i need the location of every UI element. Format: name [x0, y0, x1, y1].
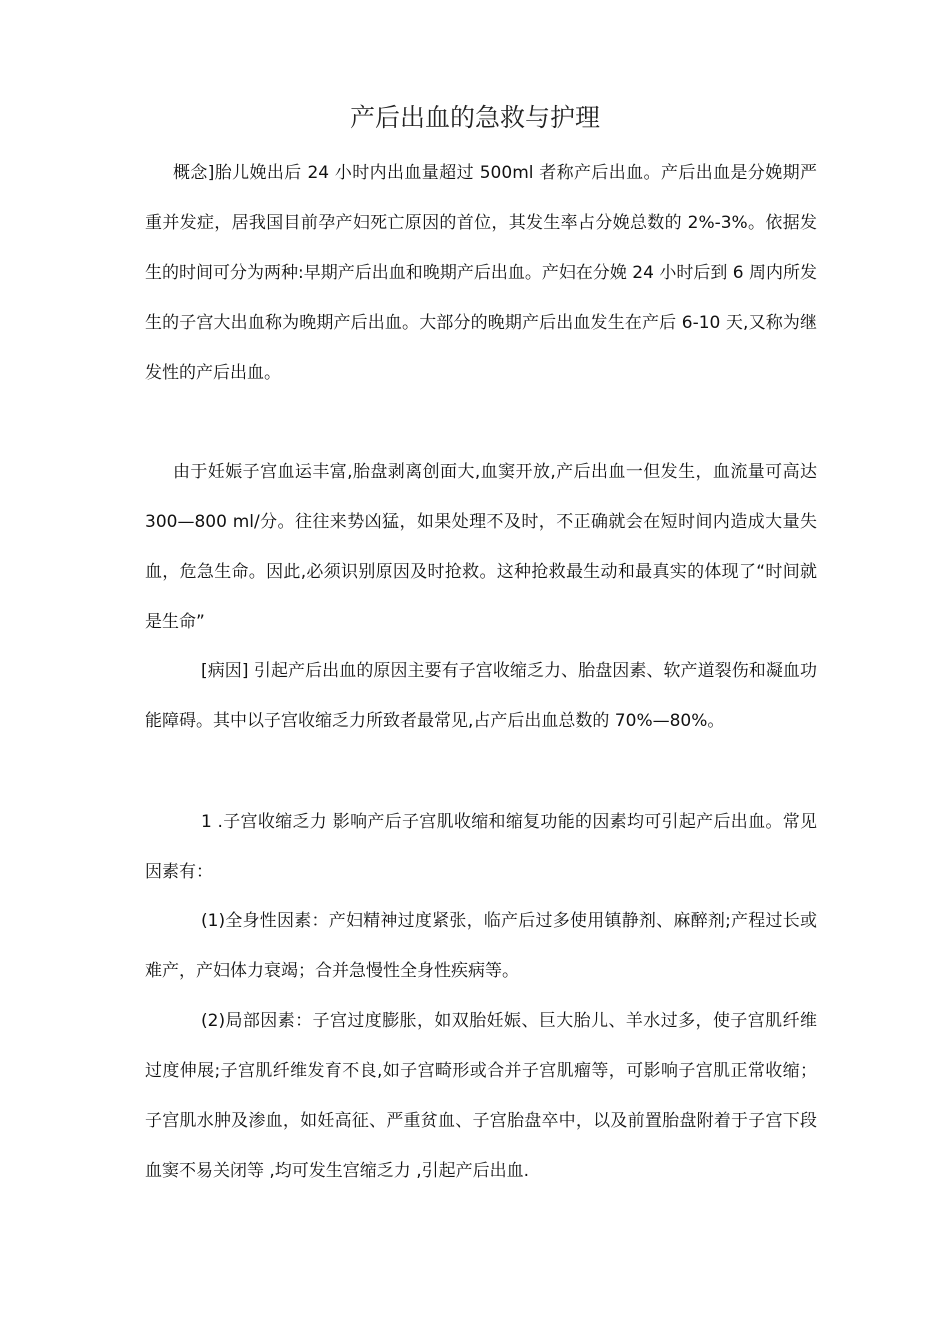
document-title: 产后出血的急救与护理	[349, 103, 600, 132]
paragraph-uterine-atony: 1 .子宫收缩乏力 影响产后子宫肌收缩和缩复功能的因素均可引起产后出血。常见因素有：	[145, 812, 817, 882]
paragraph-etiology: [病因] 引起产后出血的原因主要有子宫收缩乏力、胎盘因素、软产道裂伤和凝血功能障碍。其中以子宫收缩乏力所致者最常见,占产后出血总数的 70%—80%。	[145, 661, 817, 731]
paragraph-local-factors: (2)局部因素：子宫过度膨胀，如双胎妊娠、巨大胎儿、羊水过多，使子宫肌纤维过度伸展;子宫肌纤维发育不良,如子宫畸形或合并子宫肌瘤等，可影响子宫肌正常收缩；子宫肌水肿及渗血，如妊高征、严重贫血、子宫胎盘卒中，以及前置胎盘附着于子宫下段血窦不易关闭等 ,均可发生宫缩乏力 ,引起产后出血.	[145, 1011, 817, 1181]
paragraph-systemic-factors: (1)全身性因素：产妇精神过度紧张，临产后过多使用镇静剂、麻醉剂;产程过长或难产，产妇体力衰竭；合并急慢性全身性疾病等。	[145, 911, 817, 981]
paragraph-severity: 由于妊娠子宫血运丰富,胎盘剥离创面大,血窦开放,产后出血一但发生，血流量可高达 300—800 ml/分。往往来势凶猛，如果处理不及时，不正确就会在短时间内造成大量失血，危急生命。因此,必须识别原因及时抢救。这种抢救最生动和最真实的体现了“时间就是生命”	[145, 462, 817, 632]
paragraph-definition: 概念]胎儿娩出后 24 小时内出血量超过 500ml 者称产后出血。产后出血是分娩期严重并发症，居我国目前孕产妇死亡原因的首位，其发生率占分娩总数的 2%-3%。依据发生的时间可分为两种:早期产后出血和晚期产后出血。产妇在分娩 24 小时后到 6 周内所发生的子宫大出血称为晚期产后出血。大部分的晚期产后出血发生在产后 6-10 天,又称为继发性的产后出血。	[145, 163, 817, 383]
